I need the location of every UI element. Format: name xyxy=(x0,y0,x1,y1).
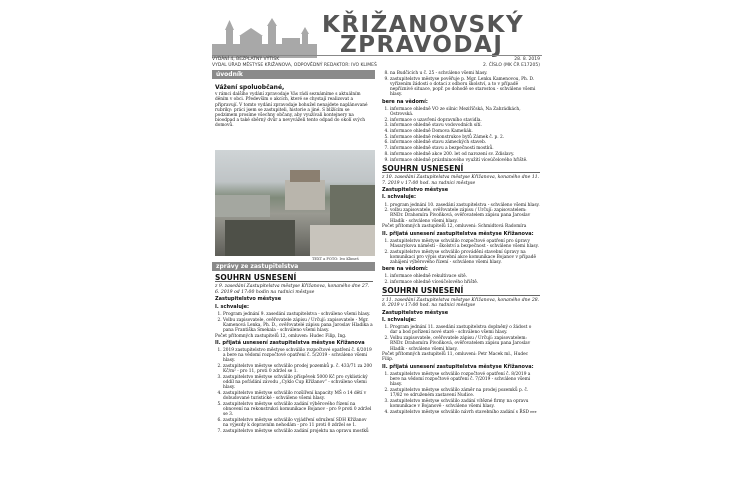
summary-intro-9: z 9. zasedání Zastupitelstva městyse Křižanova, konaného dne 27. 6. 2019 od 17:00 hodin na radnici městyse xyxy=(215,284,370,295)
masthead-title-line2: ZPRAVODAJ xyxy=(340,32,504,58)
summary-heading-10: SOUHRN USNESENÍ xyxy=(382,166,540,173)
masthead-title-line1: KŘIŽANOVSKÝ xyxy=(322,12,525,38)
summary-heading-9: SOUHRN USNESENÍ xyxy=(215,275,373,282)
list-item: 3. zastupitelstvo městyse schválilo zadání vítězné firmy na opravu komunikace v Bojanově - schváleno všemi hlasy. xyxy=(390,399,540,409)
list-item: 4. informace ohledně Domova Kameňák. xyxy=(390,129,540,134)
list-item: 1. zastupitelstvo městyse schválilo rozpočtové opatření č. 8/2019 a bere na vědomí rozpočtové opatření č. 7/2019 - schváleno všemi hlasy. xyxy=(390,372,540,388)
editorial-heading: Vážení spoluobčané, xyxy=(215,84,285,91)
present-members: Počet přítomných zastupitelů 12, omluveni: Schmidtová Radomíra xyxy=(382,224,527,230)
list-item: 2. informace ohledně víceúčelového hřiště. xyxy=(390,280,540,285)
town-square-photo xyxy=(215,150,375,256)
resolutions-label: II. přijatá usnesení zastupitelstva městyse Křižanova xyxy=(215,339,365,346)
registration-number: 2. ČÍSLO (MK ČR E17205) xyxy=(482,63,540,68)
list-item xyxy=(390,410,540,415)
list-item: 7. zastupitelstvo městyse schválilo zadání projektu na opravu mostků xyxy=(223,429,373,434)
approves-label: I. schvaluje: xyxy=(382,194,417,201)
resolutions-label: II. přijatá usnesení zastupitelstva městyse Křižanova: xyxy=(382,230,534,237)
list-item: 1. zastupitelstvo městyse schválilo rozpočtové opatření pro úpravy Masarykova náměstí - školství a bezpečnost - schváleno všemi hlasy. xyxy=(390,239,540,249)
right-resolutions-column xyxy=(382,71,540,415)
left-resolutions-column xyxy=(215,272,373,435)
list-item: 2. volbu zapisovatele, ověřovatele zápisu / Určují: zapisovatelem: RNDr. Drahomíra Pivoňková, ověřovatelem zápisu pana Jaroslav Hladík - schváleno všemi hlasy. xyxy=(390,208,540,224)
issue-label: VYDÁNÍ 4, BEZPLATNÝ VÝTISK xyxy=(212,57,280,62)
resolutions-list xyxy=(215,348,373,434)
list-item: 6. zastupitelstvo městyse schválilo vyjádření sdružení SDH Křižanov na výjezdy k dopravním nehodám - pro 11 proti 0 zdržel se 1. xyxy=(223,418,373,428)
list-item: 6. informace ohledně stavu zámeckých staveb. xyxy=(390,140,540,145)
present-members: Počet přítomných zastupitelů 12, omluven: Hudec Filip, Ing. xyxy=(215,333,347,339)
photo-caption: TEXT a FOTO: Ivo Klimeš xyxy=(312,257,359,261)
list-item: 7. informace ohledně stavu a bezpečnosti mostků. xyxy=(390,146,540,151)
list-item: 1. 2019 zastupitelstvo městyse schválilo rozpočtové opatření č. 6/2019 a bere na vědomí rozpočtové opatření č. 5/2019 - schváleno všemi hlasy. xyxy=(223,348,373,364)
issue-info-bar xyxy=(212,55,542,69)
summary-intro-11: z 11. zasedání Zastupitelstva městyse Křižanova, konaného dne 28. 8. 2019 v 17:00 hod. na radnici městyse xyxy=(382,297,540,309)
summary-heading-11: SOUHRN USNESENÍ xyxy=(382,288,540,295)
list-item: 5. informace ohledně rekonstrukce bytů Zámek č. p. 2. xyxy=(390,135,540,140)
noted-list xyxy=(382,107,540,163)
editorial-text: v rámci dalšího vydání zpravodaje Vás rádi seznámíme s aktuálním děním v obci. Především o akcích, které se chystají realizovat a připravují. V tomto vydání zpravodaje bohužel nenajdete naplánované rubriky: práci jsem se zastupiteli, historie a jiné. S blížícím se podzimem prosíme všechny občany, aby využívali kontejnery na bioodpad a také sběrný dvůr a nevyváželi tento odpad do okolí svých domovů. xyxy=(215,92,368,129)
continued-list xyxy=(382,71,540,98)
publisher-label: VYDAL ÚŘAD MĚSTYSE KŘIŽANOVA, ODPOVĚDNÝ REDAKTOR: IVO KLIMEŠ xyxy=(212,63,377,68)
list-item: 2. zastupitelstvo městyse schválilo prodej pozemků p. č. 433/71 za 200 Kč/m² - pro 11, proti 0 zdržel se 1. xyxy=(223,364,373,374)
noted-label: bere na vědomí: xyxy=(382,98,428,105)
resolutions-list xyxy=(382,239,540,266)
list-item: 8. informace ohledně akce 200. let od narození sv. Zdislavy. xyxy=(390,152,540,157)
list-item: 3. informace ohledně stavu vodovodních sítí. xyxy=(390,123,540,128)
council-label: Zastupitelstvo městyse xyxy=(382,309,449,316)
list-item-text: zastupitelstvo městyse schválilo návrh stavebního zadání s ŘSD xyxy=(390,409,530,415)
list-item: 1. program jednání 10. zasedání zastupitelstva - schváleno všemi hlasy. xyxy=(390,203,540,208)
list-item: 2. zastupitelstvo městyse schválilo záměr na prodej pozemků p. č. 17/82 ve sdruženém zastavení Nudice. xyxy=(390,388,540,398)
approves-list xyxy=(215,312,373,333)
summary-intro-10: z 10. zasedání Zastupitelstva městyse Křižanova, konaného dne 11. 7. 2019 v 17:00 hod. na radnici městyse xyxy=(382,174,540,186)
list-item: 2. Volbu zapisovatele, ověřovatele zápisu / Určují: zapisovatelem: RNDr. Drahomíra Pivoňková, ověřovatelem zápisu pana Jaroslav Hladík - schváleno všemi hlasy. xyxy=(390,336,540,352)
continue-arrows-icon: ▸▸▸ xyxy=(530,409,537,415)
approves-label: I. schvaluje: xyxy=(382,316,417,323)
council-label: Zastupitelstvo městyse xyxy=(215,296,282,303)
section-header-zpravy: zprávy ze zastupitelstva xyxy=(212,262,375,271)
town-skyline-logo xyxy=(212,18,317,58)
list-item: 4. zastupitelstvo městyse schválilo rozšíření kapacity MŠ o 14 dětí v dobudované turistické - schváleno všemi hlasy. xyxy=(223,391,373,401)
resolutions-label: II. přijatá usnesení zastupitelstva městyse Křižanova: xyxy=(382,363,534,370)
editorial-column xyxy=(215,83,373,131)
resolutions-list xyxy=(382,372,540,415)
list-item: 3. zastupitelstvo městyse schválilo příspěvek 5000 Kč pro cyklistický oddíl na pořádání závodu „Cyklo Cup Křižanov“ - schváleno všemi hlasy. xyxy=(223,375,373,391)
list-item: 2. informace o uzavření dopravního stavidla. xyxy=(390,118,540,123)
noted-list xyxy=(382,274,540,285)
list-item: 9. informace ohledně prázdninového využití víceúčelového hřiště. xyxy=(390,158,540,163)
approves-label: I. schvaluje: xyxy=(215,303,250,310)
list-item: 2. Volbu zapisovatele, ověřovatele zápisu / Určují: zapisovatele - Mgr. Kamenová Lenka, Ph. D., ověřovatelé zápisu pana Jaroslav Hladíka a pana Františka Smekala - schváleno všemi hlasy. xyxy=(223,318,373,334)
list-item: 9. zastupitelstvo městyse pověřuje p. Mgr. Lenku Kamenovou, Ph. D. vyřízením žádosti o dotaci z odboru školství, a to v případě nepříznivé situace, popř. po dohodě se starostou - schváleno všemi hlasy. xyxy=(390,77,540,98)
present-members: Počet přítomných zastupitelů 11, omluveni: Petr Macek ml., Hudec Filip. xyxy=(382,352,529,363)
approves-list xyxy=(382,203,540,224)
section-header-uvodnik: úvodník xyxy=(212,70,375,79)
issue-date: 28. 8. 2019 xyxy=(514,57,540,62)
list-item: 1. informace ohledně VO ze silnic Meziříčská, Na Zahrádkách, Ostrovská. xyxy=(390,107,540,117)
list-item: 5. zastupitelstvo městyse schválilo zadání výběrového řízení na obnovení na rekonstrukci komunikace Bojanov - pro 9 proti 0 zdržel se 3. xyxy=(223,402,373,418)
newsletter-page xyxy=(212,10,542,500)
noted-label: bere na vědomí: xyxy=(382,266,428,273)
list-item: 8. na Budčicích u č. 25 - schváleno všemi hlasy. xyxy=(390,71,540,76)
list-item: 1. informace ohledně rekultivace sítě. xyxy=(390,274,540,279)
list-item: 1. Program jednání 11. zasedání zastupitelstva doplněný o žádost o dar a bod pořízení nové staré - schváleno všemi hlasy. xyxy=(390,325,540,335)
list-item: 1. Program jednání 9. zasedání zastupitelstva - schváleno všemi hlasy. xyxy=(223,312,373,317)
approves-list xyxy=(382,325,540,352)
council-label: Zastupitelstvo městyse xyxy=(382,187,449,194)
list-item: 2. zastupitelstvo městyse schválilo provádění stavební úpravy na komunikaci pro výpis stavební akce komunikace Bojanov v případě zahájení výběrového řízení - schváleno všemi hlasy. xyxy=(390,250,540,266)
masthead xyxy=(212,10,542,72)
